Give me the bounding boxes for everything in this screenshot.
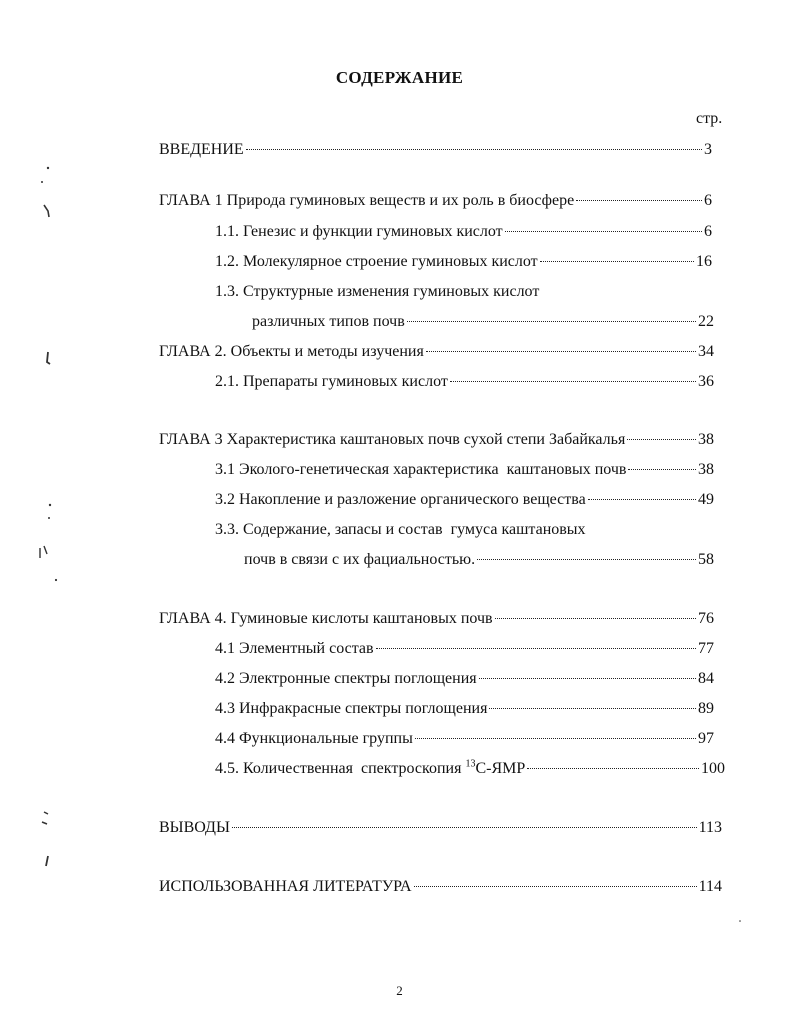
scan-speck bbox=[41, 181, 43, 183]
toc-entry-label-tail: С-ЯМР bbox=[475, 760, 526, 777]
dot-leader bbox=[588, 498, 696, 500]
toc-entry-page: 77 bbox=[698, 640, 714, 657]
toc-entry-chapter-4[interactable] bbox=[159, 609, 714, 629]
scan-speck bbox=[49, 504, 51, 506]
toc-entry-introduction[interactable] bbox=[159, 140, 712, 160]
toc-entry-page: 34 bbox=[698, 343, 714, 360]
toc-entry-chapter-2[interactable] bbox=[159, 342, 714, 362]
toc-entry-page: 6 bbox=[704, 223, 712, 240]
toc-entry-conclusions[interactable] bbox=[159, 818, 722, 838]
toc-entry-3-3[interactable] bbox=[244, 550, 714, 570]
scan-speck bbox=[47, 167, 49, 169]
dot-leader bbox=[246, 148, 702, 150]
toc-entry-1-3[interactable] bbox=[252, 312, 714, 332]
toc-entry-label: 2.1. Препараты гуминовых кислот bbox=[215, 373, 448, 390]
toc-entry-page: 38 bbox=[698, 431, 714, 448]
toc-entry-label: 4.1 Элементный состав bbox=[215, 640, 374, 657]
toc-entry-label: 3.2 Накопление и разложение органического вещества bbox=[215, 491, 586, 508]
page-number: 2 bbox=[396, 983, 403, 998]
toc-entry-3-2[interactable] bbox=[215, 490, 714, 510]
toc-entry-label: 4.3 Инфракрасные спектры поглощения bbox=[215, 700, 488, 717]
dot-leader bbox=[477, 558, 696, 560]
scan-speck bbox=[739, 920, 741, 922]
dot-leader bbox=[426, 350, 696, 352]
dot-leader bbox=[407, 320, 696, 322]
toc-entry-page: 113 bbox=[698, 819, 722, 836]
toc-entry-references[interactable] bbox=[159, 877, 722, 897]
toc-entry-page: 84 bbox=[698, 670, 714, 687]
toc-entry-label: различных типов почв bbox=[252, 313, 405, 330]
toc-title: СОДЕРЖАНИЕ bbox=[335, 68, 464, 87]
scan-speck bbox=[55, 579, 57, 581]
page-column-label: стр. bbox=[696, 110, 723, 127]
toc-entry-4-1[interactable] bbox=[215, 639, 714, 659]
toc-entry-page: 36 bbox=[698, 373, 714, 390]
toc-entry-1-1[interactable] bbox=[215, 222, 712, 242]
dot-leader bbox=[505, 230, 702, 232]
toc-entry-1-3-line1[interactable]: 1.3. Структурные изменения гуминовых кислот bbox=[215, 283, 540, 300]
toc-entry-label: 4.2 Электронные спектры поглощения bbox=[215, 670, 477, 687]
toc-entry-label: ВВЕДЕНИЕ bbox=[159, 141, 244, 158]
toc-entry-4-5[interactable] bbox=[215, 759, 725, 779]
toc-entry-page: 49 bbox=[698, 491, 714, 508]
toc-entry-1-2[interactable] bbox=[215, 252, 712, 272]
toc-entry-page: 58 bbox=[698, 551, 714, 568]
toc-entry-label: 4.4 Функциональные группы bbox=[215, 730, 413, 747]
scan-speck bbox=[44, 205, 49, 217]
toc-entry-page: 6 bbox=[704, 192, 712, 209]
toc-entry-label: ГЛАВА 1 Природа гуминовых веществ и их роль в биосфере bbox=[159, 192, 575, 209]
toc-entry-page: 16 bbox=[696, 253, 712, 270]
isotope-superscript: 13 bbox=[465, 758, 476, 770]
toc-entry-page: 89 bbox=[698, 700, 714, 717]
dot-leader bbox=[576, 199, 702, 201]
toc-entry-page: 38 bbox=[698, 461, 714, 478]
toc-entry-chapter-3[interactable] bbox=[159, 430, 714, 450]
toc-entry-chapter-1[interactable] bbox=[159, 191, 712, 211]
toc-entry-page: 76 bbox=[698, 610, 714, 627]
toc-entry-label: 3.1 Эколого-генетическая характеристика каштановых почв bbox=[215, 461, 627, 478]
toc-entry-4-4[interactable] bbox=[215, 729, 714, 749]
scan-speck-group bbox=[40, 167, 741, 922]
dot-leader bbox=[627, 438, 696, 440]
toc-entry-page: 100 bbox=[701, 760, 725, 777]
toc-entry-4-2[interactable] bbox=[215, 669, 714, 689]
toc-entry-4-3[interactable] bbox=[215, 699, 714, 719]
dot-leader bbox=[376, 647, 696, 649]
scan-speck bbox=[47, 352, 50, 364]
scan-speck bbox=[46, 856, 48, 866]
toc-entry-label: ВЫВОДЫ bbox=[159, 819, 230, 836]
dot-leader bbox=[414, 885, 697, 887]
dot-leader bbox=[495, 617, 696, 619]
toc-entry-page: 22 bbox=[698, 313, 714, 330]
toc-entry-2-1[interactable] bbox=[215, 372, 714, 392]
toc-entry-page: 3 bbox=[704, 141, 712, 158]
dot-leader bbox=[479, 677, 696, 679]
toc-entry-label: 1.2. Молекулярное строение гуминовых кислот bbox=[215, 253, 538, 270]
toc-entry-label-text: 4.5. Количественная спектроскопия bbox=[215, 760, 466, 777]
dot-leader bbox=[628, 468, 696, 470]
dot-leader bbox=[540, 260, 694, 262]
dot-leader bbox=[527, 767, 699, 769]
toc-entry-label: ИСПОЛЬЗОВАННАЯ ЛИТЕРАТУРА bbox=[159, 878, 412, 895]
toc-entry-label: почв в связи с их фациальностью. bbox=[244, 551, 476, 568]
toc-entry-label: ГЛАВА 3 Характеристика каштановых почв сухой степи Забайкалья bbox=[159, 431, 626, 448]
scan-speck bbox=[40, 546, 47, 558]
toc-entry-page: 97 bbox=[698, 730, 714, 747]
toc-entry-label: ГЛАВА 4. Гуминовые кислоты каштановых почв bbox=[159, 610, 493, 627]
scan-speck bbox=[48, 517, 50, 519]
dot-leader bbox=[415, 737, 696, 739]
dot-leader bbox=[232, 826, 697, 828]
toc-entry-page: 114 bbox=[698, 878, 722, 895]
toc-entry-3-1[interactable] bbox=[215, 460, 714, 480]
toc-entry-3-3-line1[interactable]: 3.3. Содержание, запасы и состав гумуса каштановых bbox=[215, 521, 586, 538]
dot-leader bbox=[450, 380, 696, 382]
toc-entry-label: ГЛАВА 2. Объекты и методы изучения bbox=[159, 343, 424, 360]
toc-entry-label bbox=[215, 759, 525, 779]
scan-speck bbox=[42, 812, 48, 824]
dot-leader bbox=[489, 707, 696, 709]
toc-entry-label: 1.1. Генезис и функции гуминовых кислот bbox=[215, 223, 503, 240]
